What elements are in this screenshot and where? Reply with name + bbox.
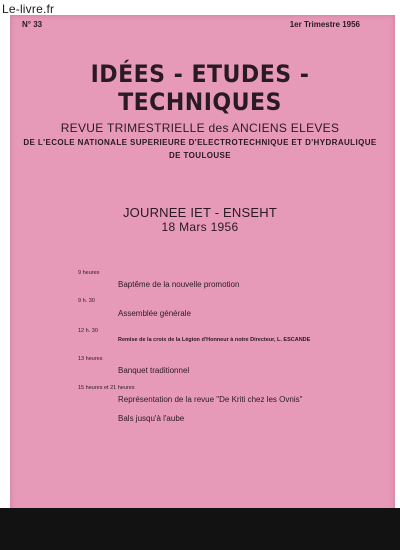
magazine-subtitle: REVUE TRIMESTRIELLE des ANCIENS ELEVES [60,121,340,135]
schedule-time: 15 heures et 21 heures [78,385,135,391]
issue-number: N° 33 [22,20,43,29]
schedule-time: 9 heures [78,270,100,276]
event-date: 18 Mars 1956 [161,220,239,234]
schedule-event: Représentation de la revue "De Kriti chez les Ovnis" [118,395,303,404]
schedule-time: 13 heures [78,356,103,362]
school-name: DE L'ECOLE NATIONALE SUPERIEURE D'ELECTROTECHNIQUE ET D'HYDRAULIQUE [23,138,377,147]
schedule-time: 9 h. 30 [78,298,95,304]
schedule-event: Assemblée générale [118,309,191,318]
scan-bottom-edge [0,508,400,550]
event-title: JOURNEE IET - ENSEHT [122,205,277,220]
magazine-title: IDÉES - ETUDES - TECHNIQUES [90,60,310,116]
school-city: DE TOULOUSE [168,151,232,160]
schedule-event: Bals jusqu'à l'aube [118,414,185,423]
watermark: Le-livre.fr [2,2,55,16]
schedule-event: Remise de la croix de la Légion d'Honneur à notre Directeur, L. ESCANDE [118,337,311,343]
schedule-event: Banquet traditionnel [118,366,190,375]
schedule-time: 12 h. 30 [78,328,98,334]
schedule-event: Baptême de la nouvelle promotion [118,280,240,289]
issue-quarter: 1er Trimestre 1956 [289,20,360,29]
